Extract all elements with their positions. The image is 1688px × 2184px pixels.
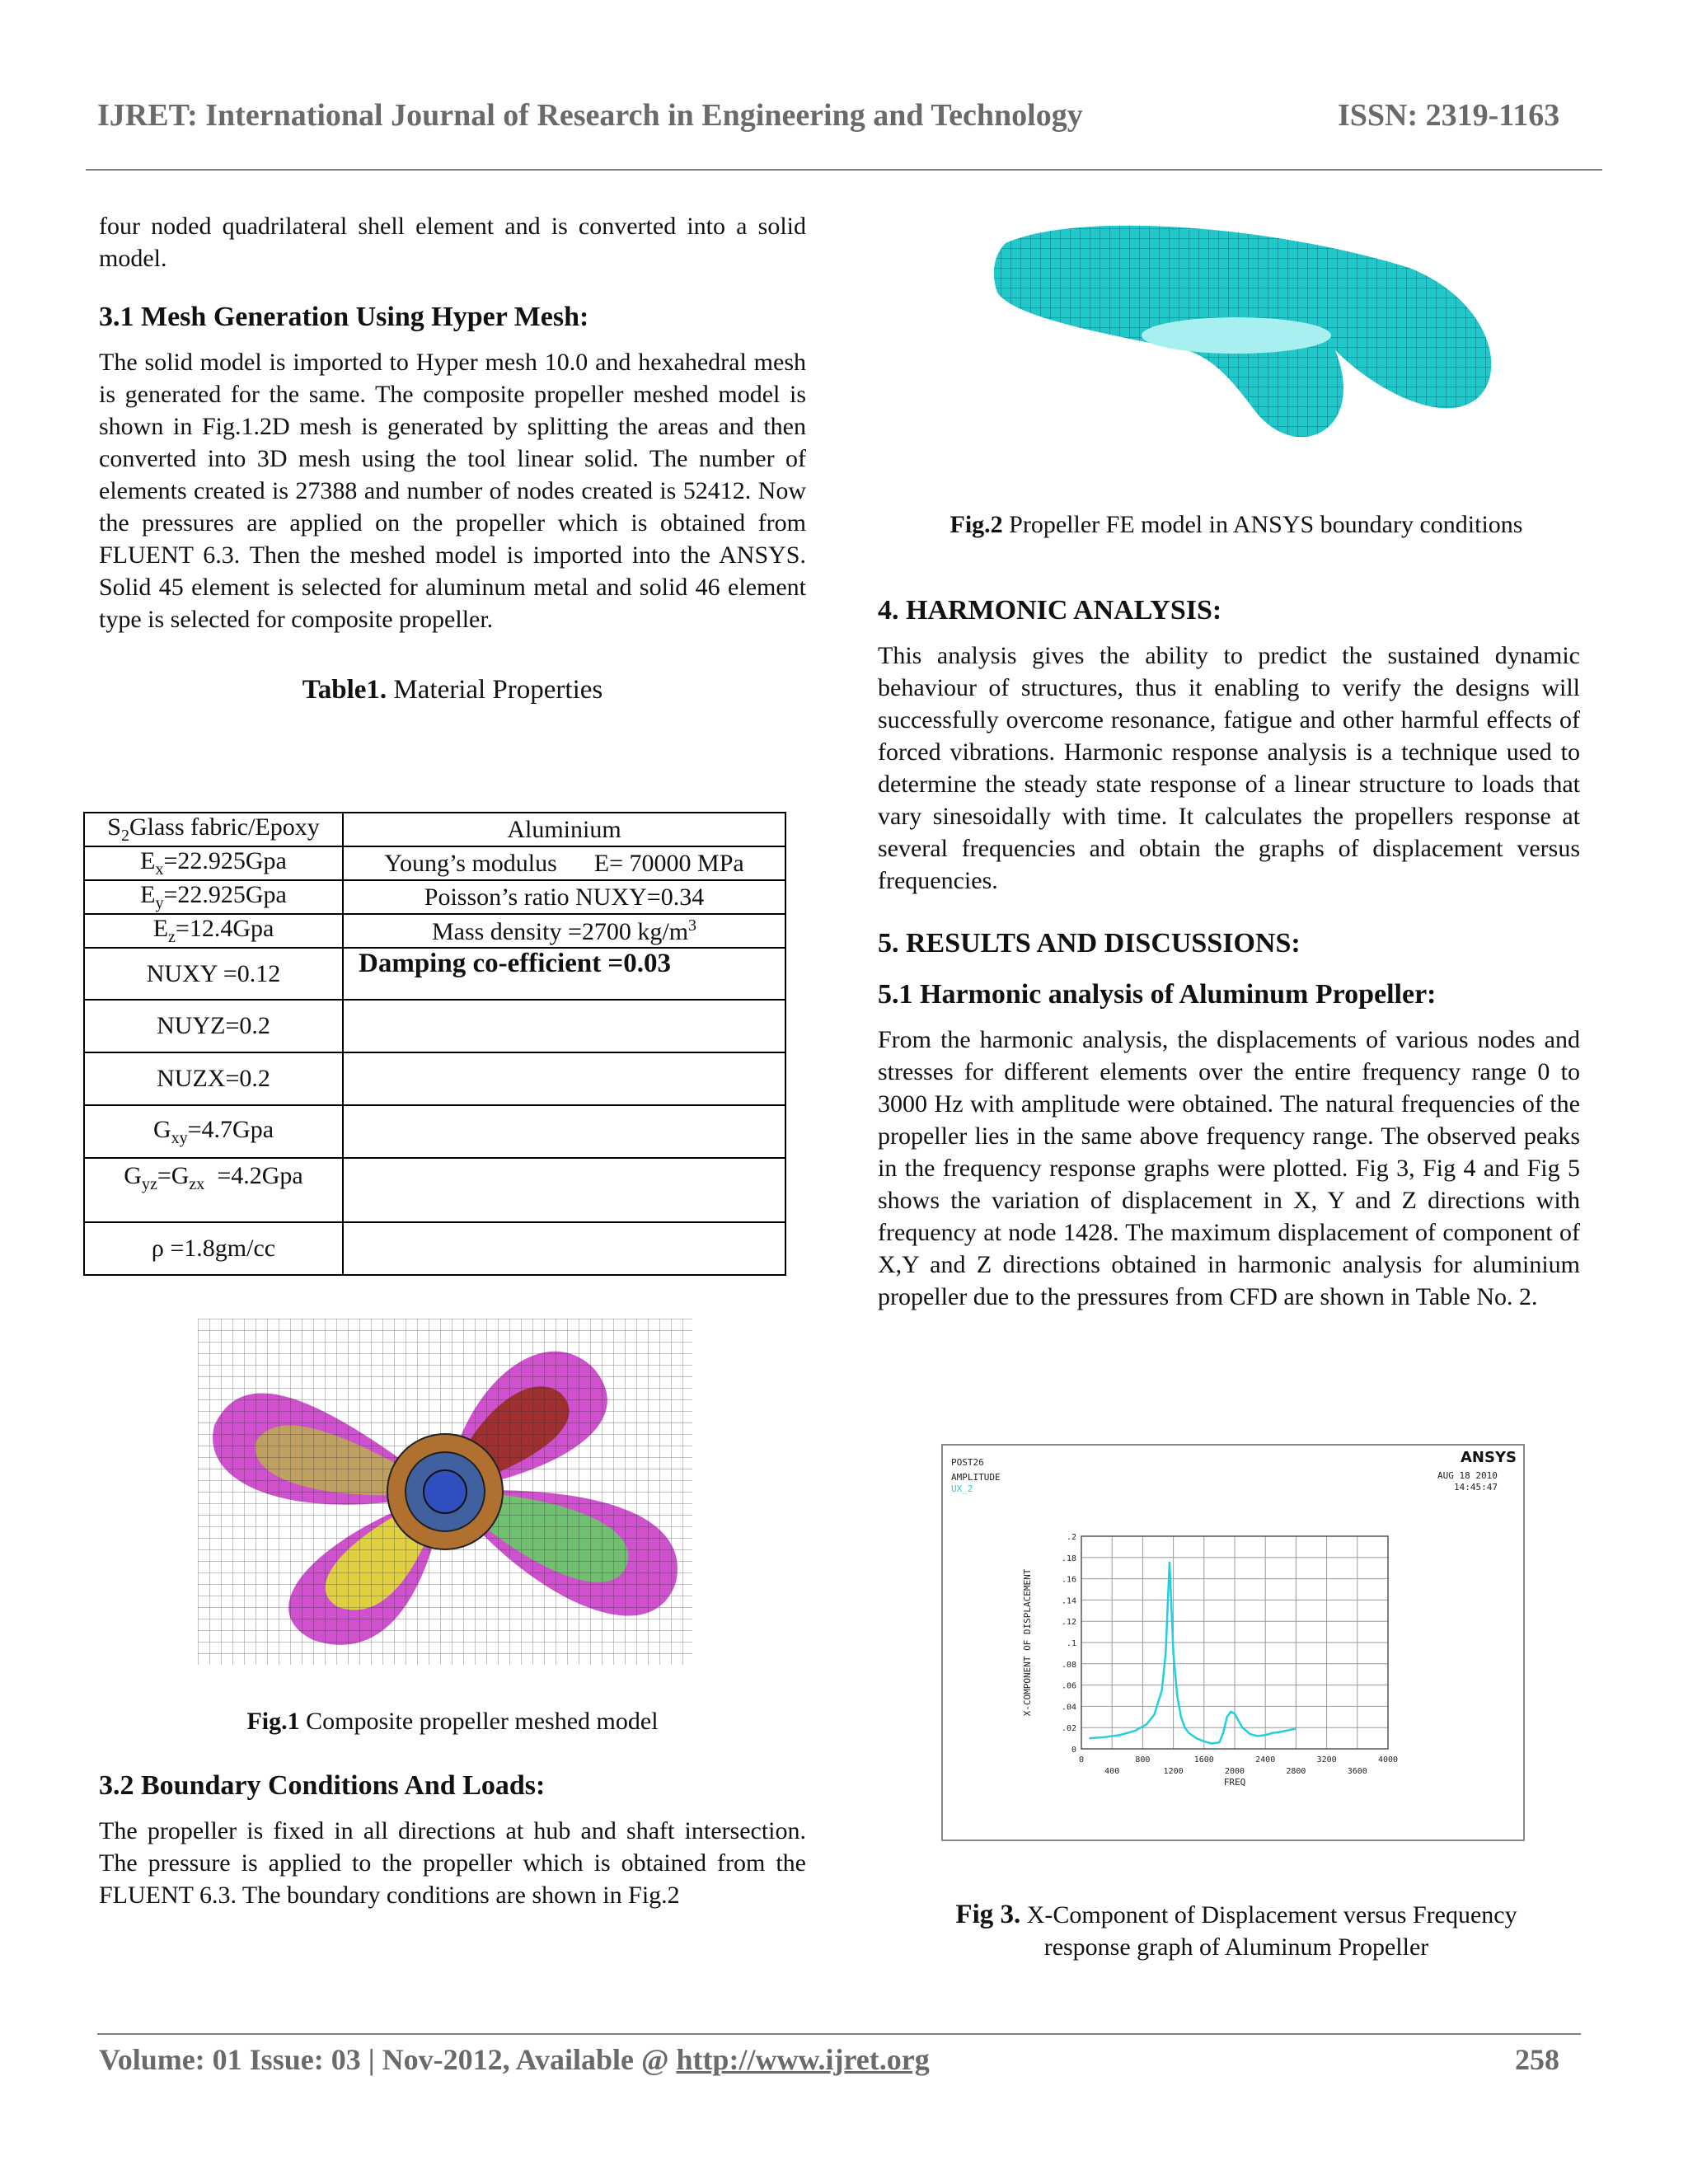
table-cell: NUZX=0.2 (84, 1052, 343, 1105)
material-properties-table (83, 812, 786, 1276)
chart-series-label: UX_2 (951, 1483, 973, 1494)
table-cell: $G_{yz}=G_{zx} =4.2Gpa$ (84, 1158, 343, 1222)
table-cell: $E_z=12.4Gpa$ (84, 914, 343, 948)
section-3-2-title: 3.2 Boundary Conditions And Loads: (99, 1770, 546, 1801)
hub-center (424, 1470, 467, 1513)
fig3-caption (874, 1899, 1599, 1963)
x-axis-label: FREQ (1223, 1777, 1246, 1788)
y-tick-label: .06 (1061, 1681, 1076, 1691)
table-row (84, 1158, 785, 1222)
displacement-frequency-chart (943, 1446, 1523, 1840)
table-cell: NUXY =0.12 (84, 948, 343, 1000)
section-3-2-body: The propeller is fixed in all directions at hub and shaft intersection. The pressure is applied to the propeller which is obtained from the FLUENT 6.3. The boundary conditions are shown in Fig.2 (99, 1817, 806, 1909)
fig3-caption-line2: response graph of Aluminum Propeller (1043, 1933, 1429, 1961)
table-cell: $G_{xy}=4.7Gpa$ (84, 1105, 343, 1158)
footer-volume-info (99, 2042, 930, 2077)
journal-link[interactable]: http://www.ijret.org (676, 2043, 930, 2076)
x-tick-label: 3600 (1347, 1767, 1367, 1776)
propeller-fe-model-figure (981, 218, 1508, 466)
table-cell (343, 1000, 785, 1052)
y-tick-label: .04 (1061, 1703, 1076, 1713)
x-tick-label: 400 (1104, 1767, 1120, 1776)
x-tick-label: 3200 (1316, 1755, 1337, 1765)
fig1-caption (99, 1708, 806, 1736)
hub-boundary-region (1142, 317, 1331, 354)
left-column-lower (99, 1770, 806, 1911)
table-cell: $E_y=22.925Gpa$ (84, 880, 343, 914)
table-header-aluminium: Aluminium (343, 813, 785, 846)
x-tick-label: 2800 (1286, 1767, 1306, 1776)
chart-time: 14:45:47 (1454, 1482, 1498, 1493)
chart-title-line: POST26 (951, 1457, 984, 1468)
y-tick-label: .2 (1066, 1533, 1076, 1542)
footer-text: Volume: 01 Issue: 03 | Nov-2012, Available @ (99, 2043, 677, 2076)
table-row (84, 846, 785, 880)
table-cell (343, 1158, 785, 1222)
issn: ISSN: 2319-1163 (1338, 98, 1560, 133)
footer-rule (97, 2033, 1581, 2035)
table-row (84, 914, 785, 948)
y-tick-label: .18 (1061, 1554, 1076, 1563)
table-cell: NUYZ=0.2 (84, 1000, 343, 1052)
table-cell: Mass density =2700 $kg/m^3$ (343, 914, 785, 948)
chart-date: AUG 18 2010 (1437, 1470, 1498, 1481)
fig1-caption-text: Composite propeller meshed model (299, 1708, 659, 1735)
y-tick-label: .14 (1061, 1596, 1076, 1606)
table-row (84, 880, 785, 914)
x-tick-label: 1600 (1193, 1755, 1214, 1765)
table-row (84, 1000, 785, 1052)
y-tick-label: .16 (1061, 1575, 1076, 1585)
table-header-row (84, 813, 785, 846)
y-tick-label: .1 (1066, 1639, 1076, 1648)
header-rule (86, 169, 1602, 171)
table-cell: ρ =1.8gm/cc (84, 1222, 343, 1275)
fig2-caption (874, 511, 1599, 539)
fig3-label: Fig 3. (955, 1900, 1021, 1929)
x-tick-label: 2400 (1255, 1755, 1276, 1765)
section-5-title: 5. RESULTS AND DISCUSSIONS: (878, 928, 1301, 958)
table-row (84, 1222, 785, 1275)
right-column (878, 595, 1580, 1313)
table-cell: Damping co-efficient =0.03 (343, 948, 785, 1000)
composite-propeller-mesh-figure (198, 1319, 692, 1665)
x-tick-label: 0 (1078, 1755, 1085, 1765)
intro-text: four noded quadrilateral shell element and is converted into a solid model. (99, 213, 806, 272)
table-row (84, 1105, 785, 1158)
page-number: 258 (1515, 2043, 1559, 2076)
table-row (84, 1052, 785, 1105)
table-header-composite: $S_2Glass$ fabric/Epoxy (84, 813, 343, 846)
table-cell: $E_x=22.925Gpa$ (84, 846, 343, 880)
fig1-label: Fig.1 (246, 1708, 300, 1735)
table-cell: Young’s modulus E= 70000 MPa (343, 846, 785, 880)
fig2-caption-text: Propeller FE model in ANSYS boundary conditions (1002, 511, 1523, 538)
table-cell (343, 1105, 785, 1158)
table1-caption-text: Material Properties (387, 675, 603, 705)
journal-title: IJRET: International Journal of Research in Engineering and Technology (97, 98, 1083, 133)
x-tick-label: 2000 (1224, 1767, 1245, 1776)
table-row (84, 948, 785, 1000)
section-3-1-title: 3.1 Mesh Generation Using Hyper Mesh: (99, 302, 589, 332)
y-axis-label: X-COMPONENT OF DISPLACEMENT (1022, 1568, 1033, 1717)
table1-caption (99, 675, 806, 705)
ansys-logo: ANSYS (1461, 1449, 1517, 1466)
x-tick-label: 4000 (1377, 1755, 1399, 1765)
section-3-1-body: The solid model is imported to Hyper mesh 10.0 and hexahedral mesh is generated for the same. The composite propeller meshed model is shown in Fig.1.2D mesh is generated by splitting the areas and then converted into 3D mesh using the tool linear solid. The number of elements created is 27388 and number of nodes created is 52412. Now the pressures are applied on the propeller which is obtained from FLUENT 6.3. Then the meshed model is imported into the ANSYS. Solid 45 element is selected for aluminum metal and solid 46 element type is selected for composite propeller. (99, 349, 806, 633)
section-4-body: This analysis gives the ability to predict the sustained dynamic behaviour of structures, thus it enabling to verify the designs will successfully overcome resonance, fatigue and other harmful effects of forced vibrations. Harmonic response analysis is a technique used to determine the steady state response of a linear structure to loads that vary sinesoidally with time. It calculates the propellers response at several frequencies and obtain the graphs of displacement versus frequencies. (878, 642, 1580, 894)
section-5-1-title: 5.1 Harmonic analysis of Aluminum Propeller: (878, 979, 1437, 1010)
chart-title-line: AMPLITUDE (951, 1472, 1001, 1483)
table1-label: Table1. (302, 675, 387, 705)
table-cell (343, 1052, 785, 1105)
fig2-label: Fig.2 (950, 511, 1003, 538)
y-tick-label: 0 (1071, 1746, 1076, 1755)
x-tick-label: 800 (1135, 1755, 1151, 1765)
y-tick-label: .12 (1061, 1618, 1076, 1628)
fig3-caption-line1: X-Component of Displacement versus Frequency (1020, 1901, 1517, 1929)
x-tick-label: 1200 (1163, 1767, 1184, 1776)
table-cell: Poisson’s ratio NUXY=0.34 (343, 880, 785, 914)
section-4-title: 4. HARMONIC ANALYSIS: (878, 595, 1222, 626)
table-cell (343, 1222, 785, 1275)
section-5-1-body: From the harmonic analysis, the displacements of various nodes and stresses for different elements over the entire frequency range 0 to 3000 Hz with amplitude were obtained. The natural frequencies of the propeller lies in the same above frequency range. The observed peaks in the frequency response graphs were plotted. Fig 3, Fig 4 and Fig 5 shows the variation of displacement in X, Y and Z directions with frequency at node 1428. The maximum displacement of component of X,Y and Z directions obtained in harmonic analysis for aluminium propeller due to the pressures from CFD are shown in Table No. 2. (878, 1026, 1580, 1310)
left-column (99, 210, 806, 705)
fig3-chart-frame (941, 1444, 1525, 1841)
y-tick-label: .02 (1061, 1724, 1076, 1734)
y-tick-label: .08 (1061, 1660, 1076, 1670)
